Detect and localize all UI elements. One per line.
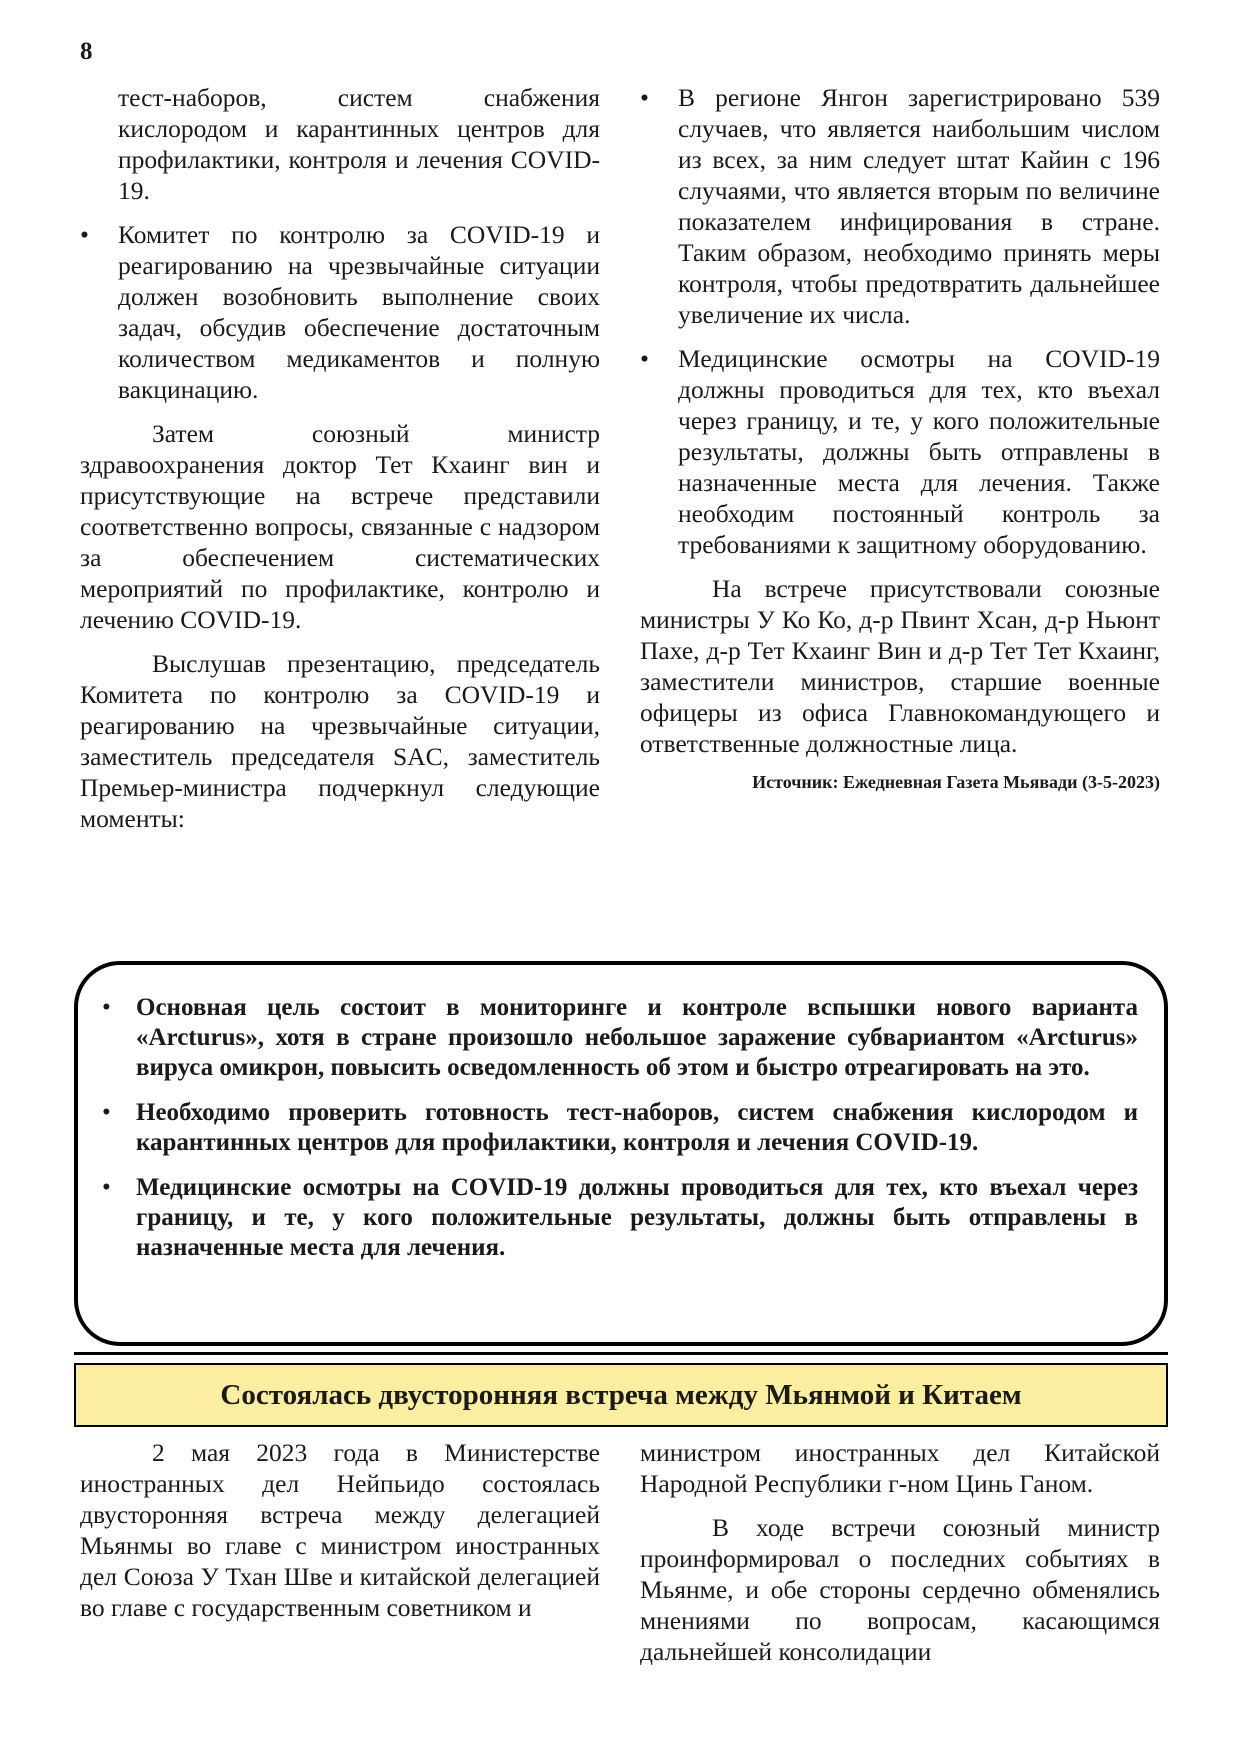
right-bullet-list: [640, 82, 1160, 560]
left-bullet-list: [80, 219, 600, 405]
source-credit: Источник: Ежедневная Газета Мьявади (3-5-2023): [752, 772, 1160, 792]
bullet-committee: • Комитет по контролю за COVID-19 и реагированию на чрезвычайные ситуации должен возобновить выполнение своих задач, обсудив обеспечение достаточным количеством медикаментов и полную вакцинацию.: [80, 219, 600, 405]
article-right-column: [640, 1437, 1160, 1667]
paragraph-chairman: Выслушав презентацию, председатель Комитета по контролю за COVID-19 и реагированию на чрезвычайные ситуации, заместитель председателя SAC, заместитель Премьер-министра подчеркнул следующие моменты:: [80, 649, 600, 833]
left-column: [80, 82, 600, 834]
bullet-yangon: • В регионе Янгон зарегистрировано 539 случаев, что является наибольшим числом из всех, за ним следует штат Кайин с 196 случаями, что является вторым по величине показателем инфицирования в стране. Таким образом, необходимо принять меры контроля, чтобы предотвратить дальнейшее увеличение их числа.: [640, 82, 1160, 330]
right-column: [640, 82, 1160, 793]
bullet-continuation: тест-наборов, систем снабжения кислородом и карантинных центров для профилактики, контроля и лечения COVID-19.: [118, 83, 600, 205]
summary-list: [136, 993, 1138, 1263]
page-number: 8: [80, 38, 93, 65]
paragraph-minister-report: Затем союзный министр здравоохранения доктор Тет Кхаинг вин и присутствующие на встрече представили соответственно вопросы, связанные с надзором за обеспечением систематических мероприятий по профилактике, контролю и лечению COVID-19.: [80, 419, 600, 634]
bullet-screening: • Медицинские осмотры на COVID-19 должны проводиться для тех, кто въехал через границу, и те, у кого положительные результаты, должны быть отправлены в назначенные места для лечения. Также необходим постоянный контроль за требованиями к защитному оборудованию.: [640, 343, 1160, 560]
article-left-column: [80, 1437, 600, 1623]
article-paragraph: 2 мая 2023 года в Министерстве иностранных дел Нейпьидо состоялась двусторонняя встреча между делегацией Мьянмы во главе с министром иностранных дел Союза У Тхан Шве и китайской делегацией во главе с государственным советником и: [80, 1438, 600, 1622]
paragraph-attendees: На встрече присутствовали союзные министры У Ко Ко, д-р Пвинт Хсан, д-р Ньюнт Пахе, д-р Тет Кхаинг Вин и д-р Тет Тет Кхаинг, заместители министров, старшие военные офицеры из офиса Главнокомандующего и ответственные должностные лица.: [640, 574, 1160, 758]
section-divider: [74, 1352, 1168, 1355]
summary-item: • Необходимо проверить готовность тест-наборов, систем снабжения кислородом и карантинных центров для профилактики, контроля и лечения COVID-19.: [136, 1098, 1138, 1158]
article-headline: Состоялась двусторонняя встреча между Мьянмой и Китаем: [74, 1363, 1168, 1427]
summary-item: • Медицинские осмотры на COVID-19 должны проводиться для тех, кто въехал через границу, и те, у кого положительные результаты, должны быть отправлены в назначенные места для лечения.: [136, 1173, 1138, 1263]
article-paragraph: министром иностранных дел Китайской Народной Республики г-ном Цинь Ганом.: [640, 1438, 1160, 1498]
summary-item: • Основная цель состоит в мониторинге и контроле вспышки нового варианта «Arcturus», хотя в стране произошло небольшое заражение субвариантом «Arcturus» вируса омикрон, повысить осведомленность об этом и быстро отреагировать на это.: [136, 993, 1138, 1083]
article-paragraph: В ходе встречи союзный министр проинформировал о последних событиях в Мьянме, и обе стороны сердечно обменялись мнениями по вопросам, касающимся дальнейшей консолидации: [640, 1513, 1160, 1666]
summary-box: [74, 961, 1168, 1346]
